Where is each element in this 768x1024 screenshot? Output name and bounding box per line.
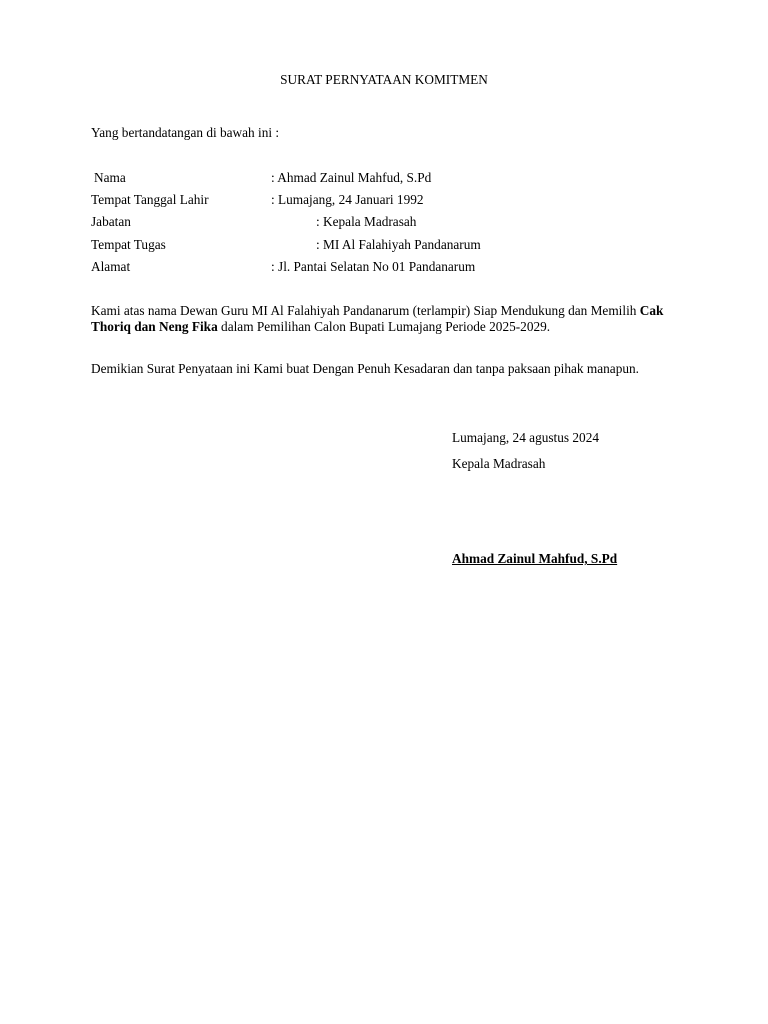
field-label-alamat: Alamat	[91, 259, 131, 274]
signer-name: Ahmad Zainul Mahfud, S.Pd	[452, 551, 618, 566]
candidate-names: Cak Thoriq dan Neng Fika	[91, 303, 664, 334]
field-value-nama: : Ahmad Zainul Mahfud, S.Pd	[271, 170, 432, 185]
field-label-ttl: Tempat Tanggal Lahir	[91, 192, 209, 207]
field-label-jabatan: Jabatan	[91, 214, 131, 229]
field-value-alamat: : Jl. Pantai Selatan No 01 Pandanarum	[271, 259, 476, 274]
document-title: SURAT PERNYATAAN KOMITMEN	[280, 72, 488, 87]
signature-place-date: Lumajang, 24 agustus 2024	[452, 430, 599, 445]
statement-paragraph	[91, 303, 681, 335]
field-value-ttl: : Lumajang, 24 Januari 1992	[271, 192, 424, 207]
intro-text: Yang bertandatangan di bawah ini :	[91, 125, 280, 140]
closing-paragraph: Demikian Surat Penyataan ini Kami buat Dengan Penuh Kesadaran dan tanpa paksaan pihak manapun.	[91, 361, 639, 376]
field-label-nama: Nama	[94, 170, 126, 185]
statement-part-2: dalam Pemilihan Calon Bupati Lumajang Periode 2025-2029.	[217, 319, 551, 334]
field-value-tempat-tugas: : MI Al Falahiyah Pandanarum	[316, 237, 481, 252]
statement-part-1: Kami atas nama Dewan Guru MI Al Falahiyah Pandanarum (terlampir) Siap Mendukung dan Memilih	[91, 303, 640, 318]
field-label-tempat-tugas: Tempat Tugas	[91, 237, 166, 252]
signature-position: Kepala Madrasah	[452, 456, 546, 471]
field-value-jabatan: : Kepala Madrasah	[316, 214, 417, 229]
